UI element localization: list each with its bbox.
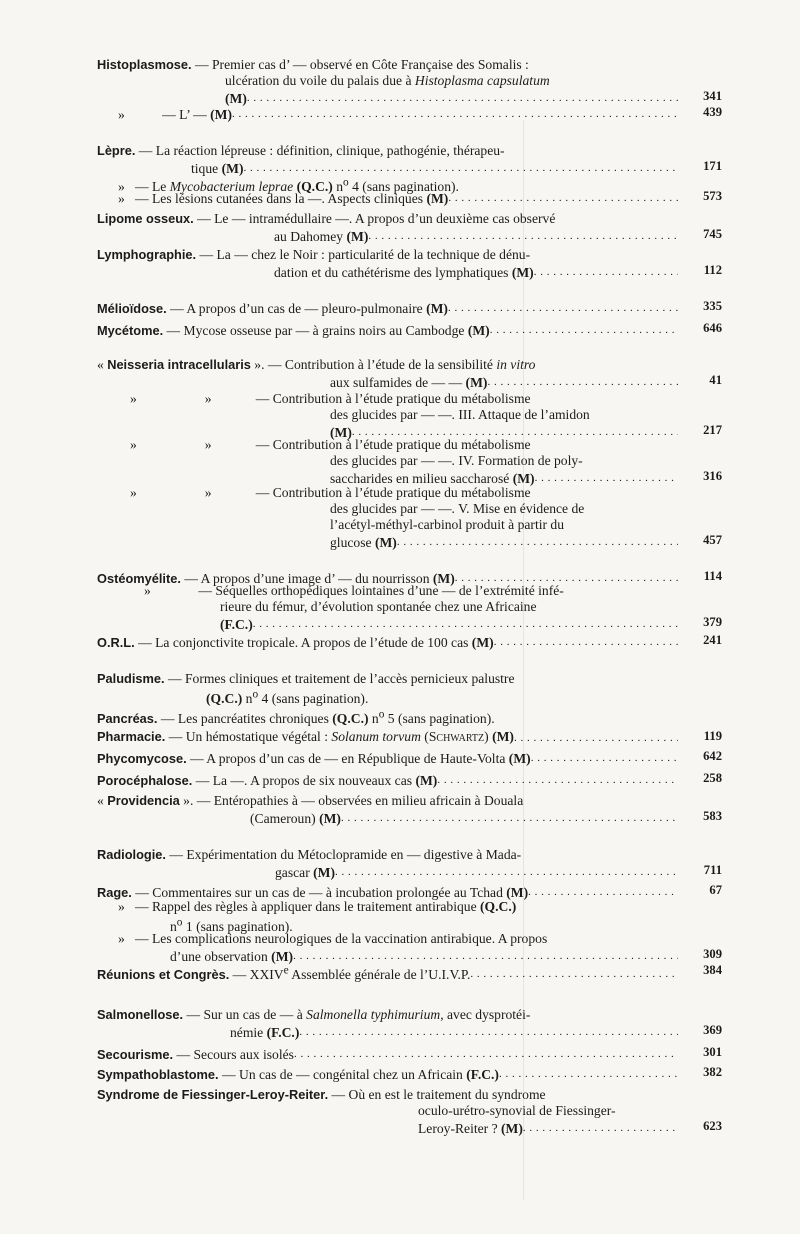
dot-leader bbox=[487, 372, 678, 392]
entry-text: Phycomycose. — A propos d’un cas de — en République de Haute-Volta (M) bbox=[97, 751, 531, 766]
entry-text: Radiologie. — Expérimentation du Métoclopramide en — digestive à Mada- bbox=[97, 847, 522, 862]
entry-text: l’acétyl-méthyl-carbinol produit à partir du bbox=[330, 517, 565, 532]
entry-text: » » — Contribution à l’étude pratique du métabolisme bbox=[130, 437, 531, 452]
entry-line bbox=[97, 748, 678, 766]
entry-text: Porocéphalose. — La —. A propos de six nouveaux cas (M) bbox=[97, 773, 438, 788]
entry-text: Lymphographie. — La — chez le Noir : particularité de la technique de dénu- bbox=[97, 247, 531, 262]
dot-leader bbox=[294, 1044, 678, 1064]
entry-text: » — Les lésions cutanées dans la —. Aspects cliniques (M) bbox=[118, 191, 449, 206]
entry-line bbox=[97, 320, 678, 338]
dot-leader bbox=[448, 298, 678, 318]
dot-leader bbox=[448, 188, 678, 208]
entry-line bbox=[418, 1118, 678, 1136]
dot-leader bbox=[514, 728, 678, 748]
entry-text: Lèpre. — La réaction lépreuse : définition, clinique, pathogénie, thérapeu- bbox=[97, 143, 505, 158]
entry-text: des glucides par — —. III. Attaque de l’amidon bbox=[330, 407, 590, 422]
entry-line bbox=[118, 188, 678, 206]
page-number: 112 bbox=[703, 263, 722, 277]
entry-text: « Providencia ». — Entéropathies à — observées en milieu africain à Douala bbox=[97, 793, 524, 808]
page-number: 309 bbox=[703, 947, 722, 961]
entry-text: Lipome osseux. — Le — intramédullaire —. A propos d’un deuxième cas observé bbox=[97, 211, 556, 226]
entry-line bbox=[97, 298, 678, 316]
page-number: 241 bbox=[703, 633, 722, 647]
entry-line bbox=[97, 728, 678, 746]
entry-text: « Neisseria intracellularis ». — Contribution à l’étude de la sensibilité in vitro bbox=[97, 357, 536, 372]
entry-text: gascar (M) bbox=[275, 865, 336, 880]
entry-line bbox=[118, 104, 678, 122]
entry-line bbox=[97, 962, 678, 980]
dot-leader bbox=[232, 104, 678, 124]
entry-text: (M) bbox=[330, 425, 352, 440]
entry-text: glucose (M) bbox=[330, 535, 397, 550]
dot-leader bbox=[535, 468, 678, 488]
dot-leader bbox=[470, 964, 678, 984]
entry-line bbox=[250, 808, 678, 826]
dot-leader bbox=[335, 862, 678, 882]
entry-text: Rage. — Commentaires sur un cas de — à incubation prolongée au Tchad (M) bbox=[97, 885, 529, 900]
entry-text: Histoplasmose. — Premier cas d’ — observé en Côte Française des Somalis : bbox=[97, 57, 529, 72]
entry-line bbox=[330, 372, 678, 390]
page-number: 623 bbox=[703, 1119, 722, 1133]
page-number: 439 bbox=[703, 105, 722, 119]
entry-text: $n^o$ 1 (sans pagination). bbox=[170, 916, 293, 934]
entry-text: rieure du fémur, d’évolution spontanée chez une Africaine bbox=[220, 599, 537, 614]
entry-text: (M) bbox=[225, 91, 247, 106]
dot-leader bbox=[490, 320, 678, 340]
dot-leader bbox=[494, 632, 678, 652]
entry-text: Sympathoblastome. — Un cas de — congénital chez un Africain (F.C.) bbox=[97, 1067, 499, 1082]
dot-leader bbox=[341, 808, 678, 828]
page-number: 258 bbox=[703, 771, 722, 785]
page-number: 301 bbox=[703, 1045, 722, 1059]
page-number: 114 bbox=[703, 569, 722, 583]
page-number: 217 bbox=[703, 423, 722, 437]
entry-line bbox=[97, 632, 678, 650]
entry-text: » — Séquelles orthopédiques lointaines d’une — de l’extrémité infé- bbox=[144, 583, 564, 598]
dot-leader bbox=[523, 1118, 678, 1138]
dot-leader bbox=[397, 532, 678, 552]
entry-text: némie (F.C.) bbox=[230, 1025, 300, 1040]
entry-text: Pancréas. — Les pancréatites chroniques (Q.C.) $n^o$ 5 (sans pagination). bbox=[97, 708, 495, 726]
entry-text: Mélioïdose. — A propos d’un cas de — pleuro-pulmonaire (M) bbox=[97, 301, 448, 316]
entry-text: d’une observation (M) bbox=[170, 949, 294, 964]
entry-text: au Dahomey (M) bbox=[274, 229, 369, 244]
entry-line bbox=[330, 532, 678, 550]
page-number: 341 bbox=[703, 89, 722, 103]
entry-line bbox=[230, 1022, 678, 1040]
entry-line bbox=[274, 262, 678, 280]
page-number: 646 bbox=[703, 321, 722, 335]
entry-line bbox=[97, 770, 678, 788]
entry-text: (Q.C.) $n^o$ 4 (sans pagination). bbox=[206, 688, 369, 706]
page-number: 119 bbox=[703, 729, 722, 743]
entry-text: Paludisme. — Formes cliniques et traitement de l’accès pernicieux palustre bbox=[97, 671, 515, 686]
page-number: 583 bbox=[703, 809, 722, 823]
entry-text: » » — Contribution à l’étude pratique du métabolisme bbox=[130, 485, 531, 500]
entry-text: ulcération du voile du palais due à Histoplasma capsulatum bbox=[225, 73, 550, 88]
entry-text: » — L’ — (M) bbox=[118, 107, 233, 122]
entry-line bbox=[220, 614, 678, 632]
entry-text: (F.C.) bbox=[220, 617, 253, 632]
page-number: 171 bbox=[703, 159, 722, 173]
entry-text: » — Le Mycobacterium leprae (Q.C.) $n^o$ 4 (sans pagination). bbox=[118, 176, 459, 194]
page-number: 711 bbox=[703, 863, 722, 877]
dot-leader bbox=[499, 1064, 678, 1084]
dot-leader bbox=[528, 882, 678, 902]
entry-text: dation et du cathétérisme des lymphatiques (M) bbox=[274, 265, 534, 280]
entry-text: des glucides par — —. IV. Formation de poly- bbox=[330, 453, 583, 468]
entry-text: Leroy-Reiter ? (M) bbox=[418, 1121, 523, 1136]
dot-leader bbox=[368, 226, 678, 246]
entry-text: Salmonellose. — Sur un cas de — à Salmonella typhimurium, avec dysprotéi- bbox=[97, 1007, 531, 1022]
page-number: 335 bbox=[703, 299, 722, 313]
entry-line bbox=[97, 706, 495, 724]
entry-text: des glucides par — —. V. Mise en évidence de bbox=[330, 501, 585, 516]
entry-text: aux sulfamides de — — (M) bbox=[330, 375, 488, 390]
entry-text: tique (M) bbox=[191, 161, 244, 176]
entry-text: Mycétome. — Mycose osseuse par — à grains noirs au Cambodge (M) bbox=[97, 323, 490, 338]
dot-leader bbox=[253, 614, 678, 634]
page-number: 642 bbox=[703, 749, 722, 763]
entry-text: Pharmacie. — Un hémostatique végétal : Solanum torvum (SCHWARTZ) (M) bbox=[97, 729, 514, 744]
page-number: 379 bbox=[703, 615, 722, 629]
page-number: 382 bbox=[703, 1065, 722, 1079]
entry-text: Réunions et Congrès. — XXIVe Assemblée générale de l’U.I.V.P. bbox=[97, 964, 471, 982]
entry-line bbox=[97, 1044, 678, 1062]
dot-leader bbox=[299, 1022, 678, 1042]
page-number: 67 bbox=[709, 883, 722, 897]
entry-line bbox=[97, 1064, 678, 1082]
entry-line bbox=[274, 226, 678, 244]
entry-text: Syndrome de Fiessinger-Leroy-Reiter. — Où en est le traitement du syndrome bbox=[97, 1087, 546, 1102]
page-number: 573 bbox=[703, 189, 722, 203]
entry-text: oculo-urétro-synovial de Fiessinger- bbox=[418, 1103, 616, 1118]
page-number: 745 bbox=[703, 227, 722, 241]
entry-text: saccharides en milieu saccharosé (M) bbox=[330, 471, 535, 486]
entry-line bbox=[206, 686, 368, 704]
entry-text: » — Les complications neurologiques de la vaccination antirabique. A propos bbox=[118, 931, 548, 946]
dot-leader bbox=[534, 262, 678, 282]
dot-leader bbox=[437, 770, 678, 790]
page-number: 369 bbox=[703, 1023, 722, 1037]
entry-line bbox=[275, 862, 678, 880]
entry-text: Secourisme. — Secours aux isolés bbox=[97, 1047, 294, 1062]
entry-text: O.R.L. — La conjonctivite tropicale. A propos de l’étude de 100 cas (M) bbox=[97, 635, 494, 650]
entry-text: (Cameroun) (M) bbox=[250, 811, 341, 826]
entry-text: Ostéomyélite. — A propos d’une image d’ — du nourrisson (M) bbox=[97, 571, 455, 586]
entry-text: » » — Contribution à l’étude pratique du métabolisme bbox=[130, 391, 531, 406]
page-number: 457 bbox=[703, 533, 722, 547]
page-number: 384 bbox=[703, 963, 722, 977]
dot-leader bbox=[531, 748, 678, 768]
page-number: 41 bbox=[709, 373, 722, 387]
page-number: 316 bbox=[703, 469, 722, 483]
entry-text: » — Rappel des règles à appliquer dans le traitement antirabique (Q.C.) bbox=[118, 899, 517, 914]
